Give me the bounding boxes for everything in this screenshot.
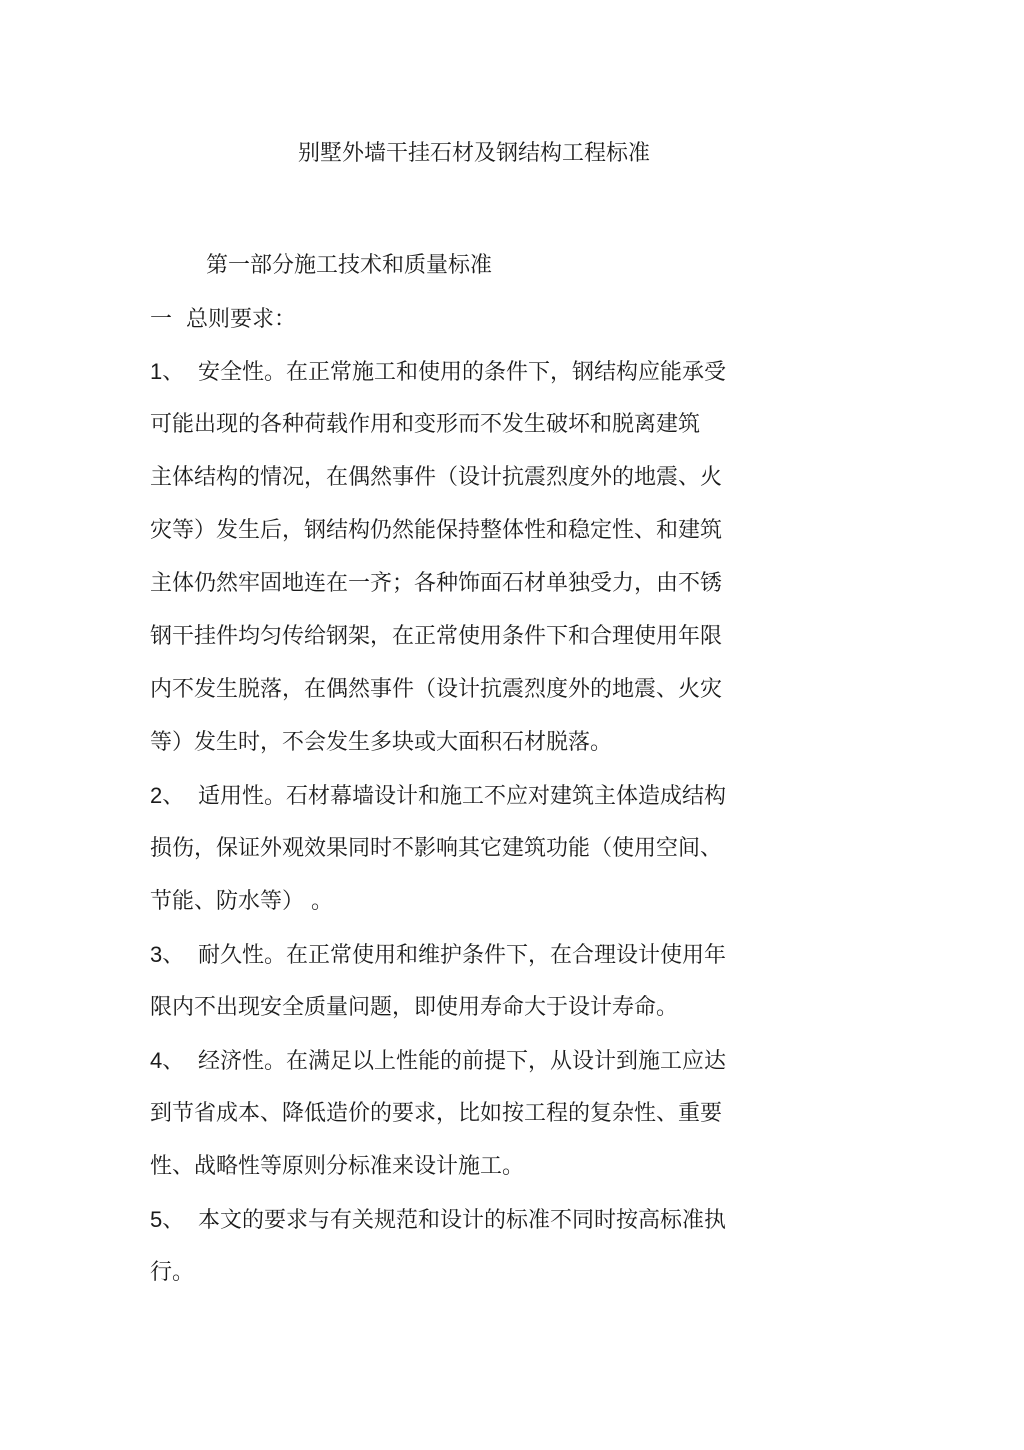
section-heading: [150, 304, 296, 336]
item-text: 安全性。在正常施工和使用的条件下，钢结构应能承受: [198, 360, 727, 385]
item-number: 2、: [150, 783, 185, 808]
item-1-line-1: [150, 356, 726, 389]
item-5-line-1: [150, 1204, 726, 1237]
item-4-line-3: 性、战略性等原则分标准来设计施工。: [150, 1154, 525, 1179]
item-text: 本文的要求与有关规范和设计的标准不同时按高标准执: [198, 1208, 727, 1233]
item-1-line-7: 内不发生脱落，在偶然事件（设计抗震烈度外的地震、火灾: [150, 677, 723, 702]
item-2-line-1: [150, 780, 726, 813]
item-text: 适用性。石材幕墙设计和施工不应对建筑主体造成结构: [198, 784, 727, 809]
item-text: 经济性。在满足以上性能的前提下，从设计到施工应达: [198, 1049, 727, 1074]
item-3-line-1: [150, 939, 726, 972]
item-4-line-2: 到节省成本、降低造价的要求，比如按工程的复杂性、重要: [150, 1101, 723, 1126]
item-number: 3、: [150, 942, 185, 967]
item-text: 耐久性。在正常使用和维护条件下，在合理设计使用年: [198, 943, 727, 968]
item-1-line-2: 可能出现的各种荷载作用和变形而不发生破坏和脱离建筑: [150, 412, 701, 437]
item-2-line-2: 损伤，保证外观效果同时不影响其它建筑功能（使用空间、: [150, 836, 723, 861]
section-title: 总则要求：: [186, 307, 297, 332]
item-4-line-1: [150, 1045, 726, 1078]
item-1-line-4: 灾等）发生后，钢结构仍然能保持整体性和稳定性、和建筑: [150, 518, 723, 543]
item-5-line-2: 行。: [150, 1260, 195, 1285]
part-heading: 第一部分施工技术和质量标准: [206, 253, 493, 278]
section-number: 一: [150, 307, 173, 332]
document-title: 别墅外墙干挂石材及钢结构工程标准: [297, 141, 650, 166]
item-1-line-8: 等）发生时，不会发生多块或大面积石材脱落。: [150, 730, 613, 755]
item-1-line-3: 主体结构的情况，在偶然事件（设计抗震烈度外的地震、火: [150, 465, 723, 490]
item-number: 1、: [150, 359, 185, 384]
item-3-line-2: 限内不出现安全质量问题，即使用寿命大于设计寿命。: [150, 995, 679, 1020]
item-1-line-5: 主体仍然牢固地连在一齐；各种饰面石材单独受力，由不锈: [150, 571, 723, 596]
item-1-line-6: 钢干挂件均匀传给钢架，在正常使用条件下和合理使用年限: [150, 624, 723, 649]
item-2-line-3: 节能、防水等） 。: [150, 889, 333, 914]
item-number: 4、: [150, 1048, 185, 1073]
item-number: 5、: [150, 1207, 185, 1232]
